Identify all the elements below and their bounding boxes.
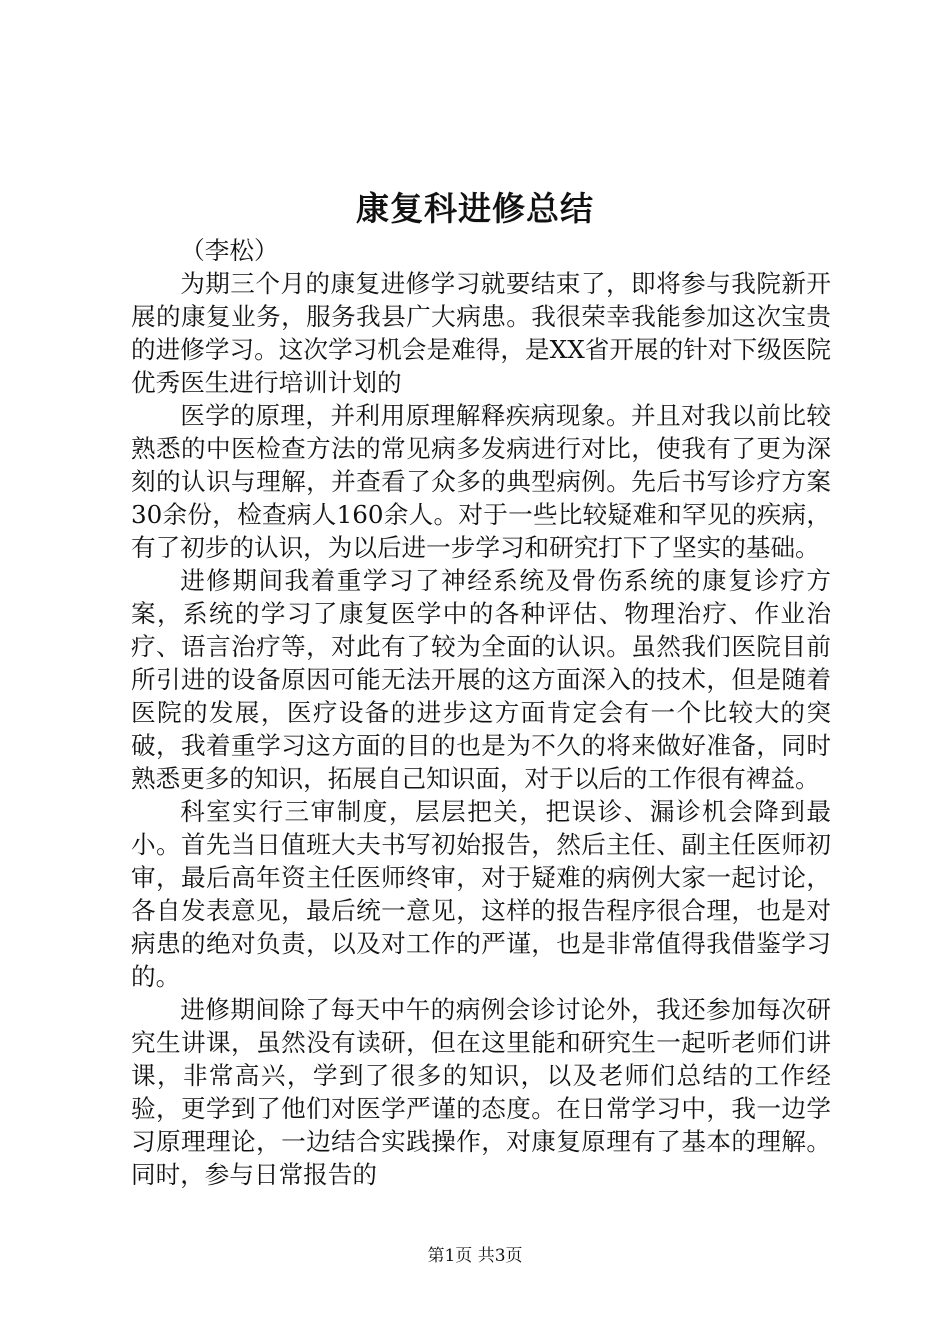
paragraph-3: 进修期间我着重学习了神经系统及骨伤系统的康复诊疗方案，系统的学习了康复医学中的各种评估、物理治疗、作业治疗、语言治疗等，对此有了较为全面的认识。虽然我们医院目前所引进的设备原因可能无法开展的这方面深入的技术，但是随着医院的发展，医疗设备的进步这方面肯定会有一个比较大的突破，我着重学习这方面的目的也是为不久的将来做好准备，同时熟悉更多的知识，拓展自己知识面，对于以后的工作很有裨益。: [131, 566, 831, 793]
paragraph-4: 科室实行三审制度，层层把关，把误诊、漏诊机会降到最小。首先当日值班大夫书写初始报告，然后主任、副主任医师初审，最后高年资主任医师终审，对于疑难的病例大家一起讨论，各自发表意见，最后统一意见，这样的报告程序很合理，也是对病患的绝对负责，以及对工作的严谨，也是非常值得我借鉴学习的。: [131, 797, 831, 991]
paragraph-1: 为期三个月的康复进修学习就要结束了，即将参与我院新开展的康复业务，服务我县广大病患。我很荣幸我能参加这次宝贵的进修学习。这次学习机会是难得，是XX省开展的针对下级医院优秀医生进行培训计划的: [131, 269, 831, 397]
paragraph-5: 进修期间除了每天中午的病例会诊讨论外，我还参加每次研究生讲课，虽然没有读研，但在这里能和研究生一起听老师们讲课，非常高兴，学到了很多的知识，以及老师们总结的工作经验，更学到了他们对医学严谨的态度。在日常学习中，我一边学习原理理论，一边结合实践操作，对康复原理有了基本的理解。同时，参与日常报告的: [131, 995, 831, 1189]
paragraph-2: 医学的原理，并利用原理解释疾病现象。并且对我以前比较熟悉的中医检查方法的常见病多发病进行对比，使我有了更为深刻的认识与理解，并查看了众多的典型病例。先后书写诊疗方案30余份，检查病人160余人。对于一些比较疑难和罕见的疾病，有了初步的认识，为以后进一步学习和研究打下了坚实的基础。: [131, 401, 831, 562]
author-line: （李松）: [180, 236, 279, 265]
document-body: [131, 234, 831, 1191]
page-number-footer: 第1页 共3页: [427, 1246, 523, 1266]
document-title: 康复科进修总结: [356, 189, 594, 228]
